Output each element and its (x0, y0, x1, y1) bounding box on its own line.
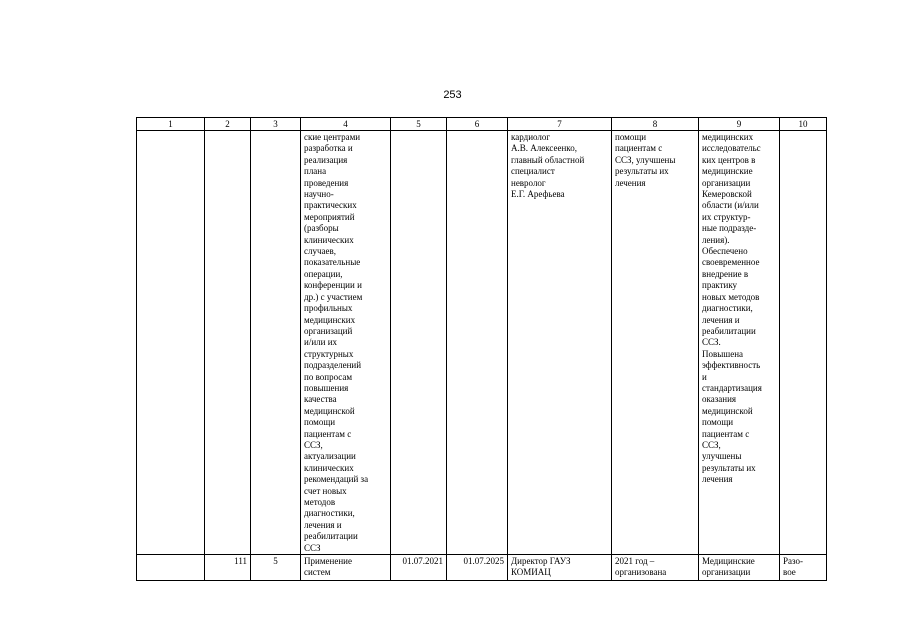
table-cell (780, 131, 827, 555)
end-date-cell: 01.07.2025 (447, 555, 508, 581)
table-header-row (137, 118, 827, 131)
item-number-cell: 5 (251, 555, 301, 581)
column-header: 2 (205, 118, 251, 131)
column-header: 10 (780, 118, 827, 131)
table-row (137, 555, 827, 581)
start-date-cell: 01.07.2021 (391, 555, 447, 581)
table-cell (137, 555, 205, 581)
outcome-cell: медицинских исследовательс ких центров в медицинские организации Кемеровской области (и/или их структур- ные подразде- ления). Обеспечено своевременное внедрение в практику новых методов диагностики, лечения и реабилитации ССЗ. Повышена эффективность и стандартизация оказания медицинской помощи пациентам с ССЗ, улучшены результаты их лечения (699, 131, 780, 555)
result-cell: помощи пациентам с ССЗ, улучшены результаты их лечения (612, 131, 699, 555)
measure-description-cell: Применение систем (301, 555, 391, 581)
row-number-cell: 111 (205, 555, 251, 581)
responsible-cell: Директор ГАУЗ КОМИАЦ (508, 555, 612, 581)
table-cell (251, 131, 301, 555)
plan-table (136, 117, 827, 581)
table-cell (447, 131, 508, 555)
type-cell: Разо- вое (780, 555, 827, 581)
result-cell: 2021 год – организована (612, 555, 699, 581)
measure-description-cell: ские центрами разработка и реализация плана проведения научно- практических мероприятий (разборы клинических случаев, показательные операции, конференции и др.) с участием профильных медицинских организаций и/или их структурных подразделений по вопросам повышения качества медицинской помощи пациентам с ССЗ, актуализации клинических рекомендаций за счет новых методов диагностики, лечения и реабилитации ССЗ (301, 131, 391, 555)
column-header: 9 (699, 118, 780, 131)
column-header: 3 (251, 118, 301, 131)
column-header: 6 (447, 118, 508, 131)
table-cell (391, 131, 447, 555)
column-header: 8 (612, 118, 699, 131)
responsible-cell: кардиолог А.В. Алексеенко, главный областной специалист невролог Е.Г. Арефьева (508, 131, 612, 555)
table-row (137, 131, 827, 555)
outcome-cell: Медицинские организации (699, 555, 780, 581)
page-number: 253 (443, 89, 462, 101)
table-cell (205, 131, 251, 555)
column-header: 1 (137, 118, 205, 131)
column-header: 7 (508, 118, 612, 131)
column-header: 4 (301, 118, 391, 131)
column-header: 5 (391, 118, 447, 131)
table-cell (137, 131, 205, 555)
